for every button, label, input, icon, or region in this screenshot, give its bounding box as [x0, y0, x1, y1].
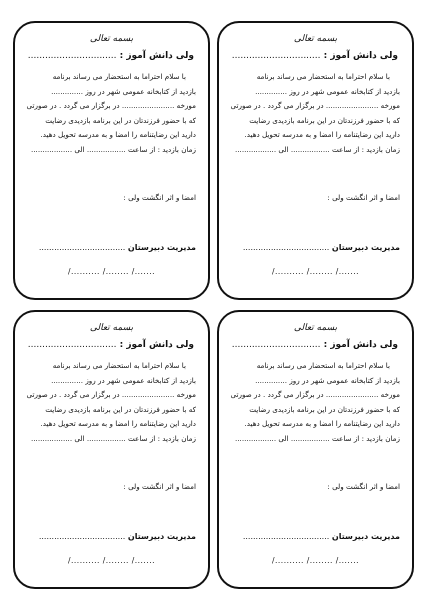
- management-title: مدیریت دبیرستان: [127, 532, 196, 541]
- management-line: [231, 532, 400, 541]
- management-line: [27, 532, 196, 541]
- consent-card-bottom-right: [217, 310, 414, 589]
- signature-label: امضا و اثر انگشت ولی :: [123, 193, 196, 202]
- body-line: مورخه ....................... در برگزار می گردد . در صورتی: [230, 390, 400, 399]
- body-line: زمان بازدید : از ساعت ................. الی ..................: [30, 144, 196, 154]
- recipient-blank: ...............................: [27, 51, 117, 61]
- bismillah-heading: بسمه تعالی: [293, 323, 338, 333]
- consent-body: [229, 359, 400, 446]
- management-title: مدیریت دبیرستان: [331, 532, 400, 541]
- body-line: دارید این رضایتنامه را امضا و به مدرسه تحویل دهید.: [244, 419, 400, 428]
- body-line: مورخه ....................... در برگزار می گردد . در صورتی: [26, 101, 196, 110]
- body-line: که با حضور فرزندتان در این برنامه بازدیدی رضایت: [249, 115, 400, 125]
- bismillah-heading: بسمه تعالی: [89, 323, 134, 333]
- body-line: دارید این رضایتنامه را امضا و به مدرسه تحویل دهید.: [244, 130, 400, 139]
- date-blank: /.......... /........ /.......: [68, 556, 155, 565]
- body-line: که با حضور فرزندتان در این برنامه بازدیدی رضایت: [45, 404, 196, 414]
- management-blank: ..................................: [242, 243, 330, 252]
- management-line: [231, 243, 400, 252]
- body-line: دارید این رضایتنامه را امضا و به مدرسه تحویل دهید.: [40, 130, 196, 139]
- body-line: زمان بازدید : از ساعت ................. الی ..................: [234, 433, 400, 443]
- consent-body: [229, 70, 400, 157]
- management-title: مدیریت دبیرستان: [127, 243, 196, 252]
- signature-label: امضا و اثر انگشت ولی :: [123, 482, 196, 491]
- body-line: زمان بازدید : از ساعت ................. الی ..................: [30, 433, 196, 443]
- recipient-blank: ...............................: [231, 340, 321, 350]
- recipient-label: ولی دانش آموز :: [119, 340, 194, 350]
- body-line: زمان بازدید : از ساعت ................. الی ..................: [234, 144, 400, 154]
- body-line: که با حضور فرزندتان در این برنامه بازدیدی رضایت: [249, 404, 400, 414]
- body-line: دارید این رضایتنامه را امضا و به مدرسه تحویل دهید.: [40, 419, 196, 428]
- date-blank: /.......... /........ /.......: [68, 267, 155, 276]
- body-line: مورخه ....................... در برگزار می گردد . در صورتی: [26, 390, 196, 399]
- bismillah-heading: بسمه تعالی: [89, 34, 134, 44]
- signature-label: امضا و اثر انگشت ولی :: [327, 193, 400, 202]
- recipient-line: [28, 51, 194, 61]
- body-line: که با حضور فرزندتان در این برنامه بازدیدی رضایت: [45, 115, 196, 125]
- recipient-label: ولی دانش آموز :: [323, 51, 398, 61]
- body-line: با سلام احتراما به استحضار می رساند برنامه: [256, 361, 390, 370]
- management-title: مدیریت دبیرستان: [331, 243, 400, 252]
- body-line: بازدید از کتابخانه عمومی شهر در روز ..............: [51, 86, 196, 96]
- recipient-label: ولی دانش آموز :: [323, 340, 398, 350]
- management-line: [27, 243, 196, 252]
- body-line: با سلام احتراما به استحضار می رساند برنامه: [52, 361, 186, 370]
- recipient-line: [232, 340, 398, 350]
- recipient-line: [28, 340, 194, 350]
- bismillah-heading: بسمه تعالی: [293, 34, 338, 44]
- date-blank: /.......... /........ /.......: [272, 556, 359, 565]
- recipient-label: ولی دانش آموز :: [119, 51, 194, 61]
- body-line: بازدید از کتابخانه عمومی شهر در روز ..............: [255, 375, 400, 385]
- body-line: با سلام احتراما به استحضار می رساند برنامه: [52, 72, 186, 81]
- consent-card-bottom-left: [13, 310, 210, 589]
- consent-card-top-left: [13, 21, 210, 300]
- recipient-blank: ...............................: [231, 51, 321, 61]
- management-blank: ..................................: [242, 532, 330, 541]
- consent-body: [25, 359, 196, 446]
- body-line: بازدید از کتابخانه عمومی شهر در روز ..............: [255, 86, 400, 96]
- body-line: با سلام احتراما به استحضار می رساند برنامه: [256, 72, 390, 81]
- management-blank: ..................................: [38, 243, 126, 252]
- recipient-blank: ...............................: [27, 340, 117, 350]
- signature-label: امضا و اثر انگشت ولی :: [327, 482, 400, 491]
- consent-card-top-right: [217, 21, 414, 300]
- date-blank: /.......... /........ /.......: [272, 267, 359, 276]
- body-line: بازدید از کتابخانه عمومی شهر در روز ..............: [51, 375, 196, 385]
- consent-body: [25, 70, 196, 157]
- body-line: مورخه ....................... در برگزار می گردد . در صورتی: [230, 101, 400, 110]
- recipient-line: [232, 51, 398, 61]
- management-blank: ..................................: [38, 532, 126, 541]
